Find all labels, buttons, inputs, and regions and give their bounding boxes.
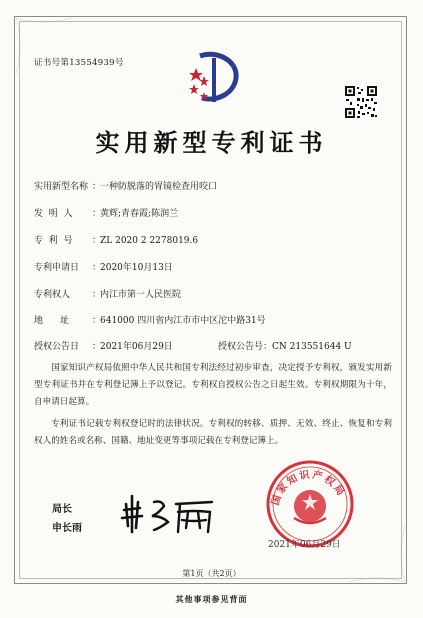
certificate-title: 实用新型专利证书	[95, 128, 328, 157]
field-label: 专 利 号	[34, 236, 73, 246]
announcement-date: 2021年06月29日	[100, 342, 173, 352]
footer-note: 其他事项参见背面	[175, 594, 248, 604]
grant-paragraph: 国家知识产权局依照中华人民共和国专利法经过初步审查，决定授予专利权，颁发实用新型专利证书并在专利登记簿上予以登记。专利权自授权公告之日起生效。专利权期限为十年，自申请日起算。	[34, 363, 392, 407]
field-application-date: 专利申请日 ：2020年10月13日	[34, 260, 173, 273]
field-value: 一种防脱落的胃镜检查用咬口	[100, 182, 218, 192]
field-value: 黄辉;青春霞;陈润兰	[100, 209, 179, 219]
field-value: ZL 2020 2 2278019.6	[100, 236, 199, 246]
field-label: 发 明 人	[34, 209, 73, 219]
field-label: 地 址	[34, 316, 70, 326]
field-value: 2020年10月13日	[100, 263, 173, 273]
field-announcement: 授权公告日 ：2021年06月29日 授权公告号：CN 213551644 U	[34, 339, 352, 352]
seal-date: 2021年06月29日	[268, 540, 341, 550]
field-patent-number: 专 利 号 ：ZL 2020 2 2278019.6	[34, 233, 198, 246]
field-label: 专利申请日	[34, 263, 80, 273]
announcement-number: CN 213551644 U	[272, 342, 352, 352]
director-name: 申长雨	[52, 523, 82, 534]
legal-status-paragraph: 专利证书记载专利权登记时的法律状况。专利权的转移、质押、无效、终止、恢复和专利权人的姓名或名称、国籍、地址变更等事项记载在专利登记簿上。	[34, 419, 392, 446]
certificate-number: 证书号第13554939号	[34, 58, 124, 68]
page-number: 第1页（共2页）	[182, 569, 241, 578]
field-label: 专利权人	[34, 290, 71, 300]
director-signature	[118, 492, 218, 536]
field-address: 地 址 ：641000 四川省内江市市中区沱中路31号	[34, 313, 266, 326]
field-label: 授权公告日	[34, 342, 80, 352]
qr-code	[344, 85, 378, 119]
field-label: 实用新型名称	[34, 182, 89, 192]
field-value: 内江市第一人民医院	[100, 290, 182, 300]
field-patentee: 专利权人 ：内江市第一人民医院	[34, 287, 181, 300]
announcement-number-label: 授权公告号	[218, 342, 264, 352]
field-utility-model-name: 实用新型名称 ：一种防脱落的胃镜检查用咬口	[34, 179, 217, 192]
director-title: 局长	[52, 504, 72, 515]
field-value: 641000 四川省内江市市中区沱中路31号	[100, 316, 266, 326]
cnipa-emblem-icon	[186, 46, 242, 108]
field-inventors: 发 明 人 ：黄辉;青春霞;陈润兰	[34, 206, 178, 219]
seal-text: 国家知识产权局	[270, 469, 347, 507]
